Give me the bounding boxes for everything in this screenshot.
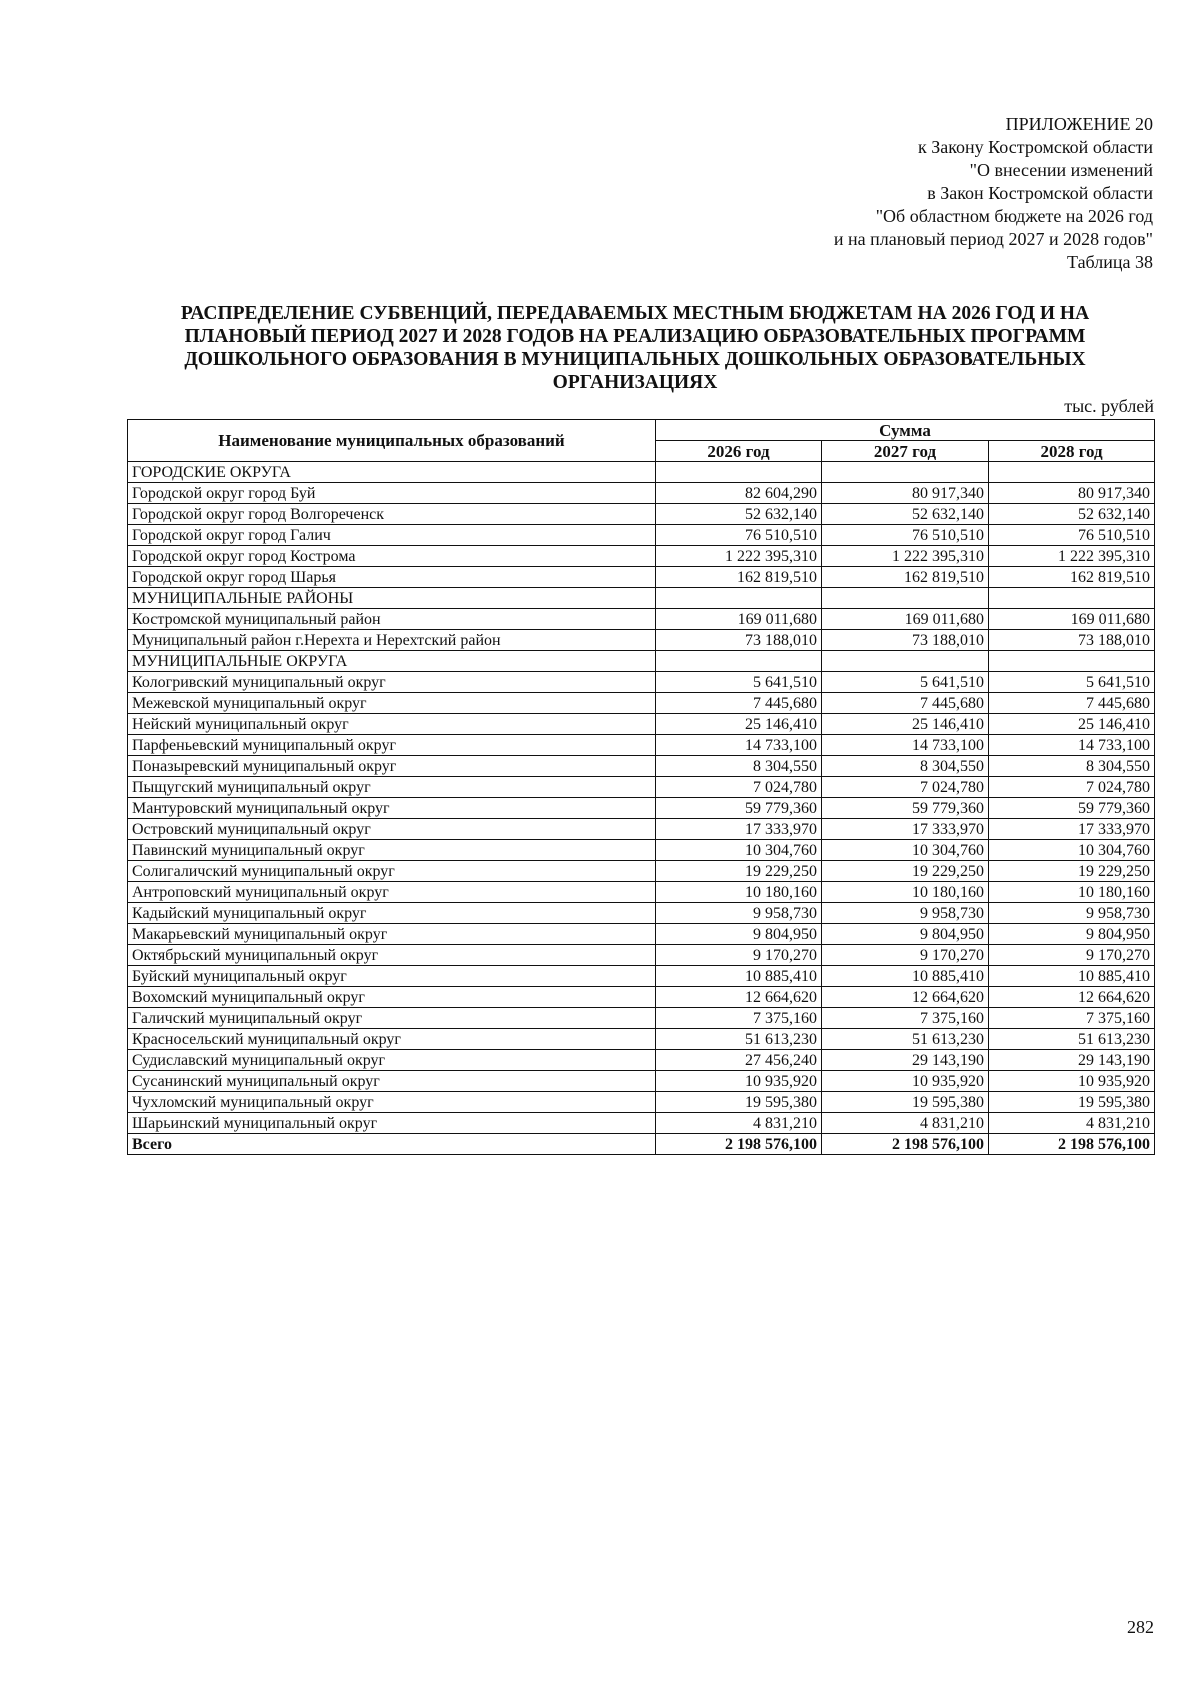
amount-2028: 7 445,680 — [989, 693, 1155, 714]
amount-2027: 51 613,230 — [822, 1029, 989, 1050]
column-header-sum: Сумма — [656, 420, 1155, 441]
amount-2027 — [822, 588, 989, 609]
amount-2026: 27 456,240 — [656, 1050, 822, 1071]
amount-2027: 8 304,550 — [822, 756, 989, 777]
table-row — [128, 924, 1155, 945]
amount-2026: 7 375,160 — [656, 1008, 822, 1029]
amount-2028: 12 664,620 — [989, 987, 1155, 1008]
amount-2027: 25 146,410 — [822, 714, 989, 735]
amount-2026: 7 024,780 — [656, 777, 822, 798]
amount-2026: 9 170,270 — [656, 945, 822, 966]
municipality-name: Судиславский муниципальный округ — [128, 1050, 656, 1071]
table-row — [128, 1029, 1155, 1050]
amount-2026: 73 188,010 — [656, 630, 822, 651]
amount-2027: 2 198 576,100 — [822, 1134, 989, 1155]
municipality-name: Пыщугский муниципальный округ — [128, 777, 656, 798]
amount-2026: 10 885,410 — [656, 966, 822, 987]
column-header-name: Наименование муниципальных образований — [128, 420, 656, 462]
amount-2027: 9 170,270 — [822, 945, 989, 966]
table-row — [128, 1092, 1155, 1113]
table-row — [128, 819, 1155, 840]
municipality-name: Шарьинский муниципальный округ — [128, 1113, 656, 1134]
amount-2026: 2 198 576,100 — [656, 1134, 822, 1155]
amount-2028: 17 333,970 — [989, 819, 1155, 840]
appendix-line: в Закон Костромской области — [927, 183, 1153, 203]
amount-2027: 7 445,680 — [822, 693, 989, 714]
amount-2026: 59 779,360 — [656, 798, 822, 819]
municipality-name: Кадыйский муниципальный округ — [128, 903, 656, 924]
amount-2026: 162 819,510 — [656, 567, 822, 588]
amount-2028: 10 885,410 — [989, 966, 1155, 987]
municipality-name: Нейский муниципальный округ — [128, 714, 656, 735]
amount-2028: 52 632,140 — [989, 504, 1155, 525]
amount-2028: 9 958,730 — [989, 903, 1155, 924]
amount-2027: 52 632,140 — [822, 504, 989, 525]
amount-2028: 10 304,760 — [989, 840, 1155, 861]
table-row — [128, 756, 1155, 777]
municipality-name: Межевской муниципальный округ — [128, 693, 656, 714]
amount-2027: 169 011,680 — [822, 609, 989, 630]
column-header-2026: 2026 год — [656, 441, 822, 462]
municipality-name: Островский муниципальный округ — [128, 819, 656, 840]
amount-2028: 7 375,160 — [989, 1008, 1155, 1029]
document-title — [140, 302, 1130, 394]
amount-2026: 12 664,620 — [656, 987, 822, 1008]
table-row — [128, 1008, 1155, 1029]
amount-2026 — [656, 462, 822, 483]
amount-2027: 73 188,010 — [822, 630, 989, 651]
title-line: ДОШКОЛЬНОГО ОБРАЗОВАНИЯ В МУНИЦИПАЛЬНЫХ ДОШКОЛЬНЫХ ОБРАЗОВАТЕЛЬНЫХ — [184, 349, 1086, 370]
appendix-line: и на плановый период 2027 и 2028 годов" — [833, 229, 1153, 249]
municipality-name: Павинский муниципальный округ — [128, 840, 656, 861]
table-row — [128, 483, 1155, 504]
section-row — [128, 462, 1155, 483]
section-name: МУНИЦИПАЛЬНЫЕ ОКРУГА — [128, 651, 656, 672]
table-row — [128, 1050, 1155, 1071]
amount-2027: 19 595,380 — [822, 1092, 989, 1113]
table-row — [128, 714, 1155, 735]
amount-2028: 10 935,920 — [989, 1071, 1155, 1092]
amount-2028: 1 222 395,310 — [989, 546, 1155, 567]
amount-2028: 9 804,950 — [989, 924, 1155, 945]
municipality-name: Красносельский муниципальный округ — [128, 1029, 656, 1050]
municipality-name: Солигаличский муниципальный округ — [128, 861, 656, 882]
amount-2026: 1 222 395,310 — [656, 546, 822, 567]
amount-2028: 4 831,210 — [989, 1113, 1155, 1134]
amount-2026 — [656, 651, 822, 672]
amount-2027: 29 143,190 — [822, 1050, 989, 1071]
table-row — [128, 840, 1155, 861]
amount-2028: 29 143,190 — [989, 1050, 1155, 1071]
amount-2026: 169 011,680 — [656, 609, 822, 630]
municipality-name: Антроповский муниципальный округ — [128, 882, 656, 903]
municipality-name: Городской округ город Кострома — [128, 546, 656, 567]
municipality-name: Городской округ город Шарья — [128, 567, 656, 588]
amount-2027: 9 958,730 — [822, 903, 989, 924]
appendix-line: ПРИЛОЖЕНИЕ 20 — [1005, 114, 1153, 134]
table-row — [128, 882, 1155, 903]
table-row — [128, 609, 1155, 630]
column-header-2028: 2028 год — [989, 441, 1155, 462]
table-row — [128, 735, 1155, 756]
amount-2028: 8 304,550 — [989, 756, 1155, 777]
amount-2026: 9 958,730 — [656, 903, 822, 924]
appendix-line: "О внесении изменений — [969, 160, 1153, 180]
amount-2026: 14 733,100 — [656, 735, 822, 756]
section-row — [128, 651, 1155, 672]
amount-2028: 80 917,340 — [989, 483, 1155, 504]
amount-2027: 19 229,250 — [822, 861, 989, 882]
column-header-2027: 2027 год — [822, 441, 989, 462]
amount-2028: 59 779,360 — [989, 798, 1155, 819]
amount-2026 — [656, 588, 822, 609]
section-name: ГОРОДСКИЕ ОКРУГА — [128, 462, 656, 483]
appendix-line: "Об областном бюджете на 2026 год — [875, 206, 1153, 226]
table-row — [128, 1113, 1155, 1134]
amount-2026: 7 445,680 — [656, 693, 822, 714]
table-row — [128, 567, 1155, 588]
amount-2027: 17 333,970 — [822, 819, 989, 840]
amount-2028: 162 819,510 — [989, 567, 1155, 588]
amount-2026: 10 304,760 — [656, 840, 822, 861]
municipality-name: Сусанинский муниципальный округ — [128, 1071, 656, 1092]
amount-2028: 73 188,010 — [989, 630, 1155, 651]
amount-2028: 169 011,680 — [989, 609, 1155, 630]
municipality-name: Парфеньевский муниципальный округ — [128, 735, 656, 756]
amount-2027: 12 664,620 — [822, 987, 989, 1008]
amount-2028 — [989, 588, 1155, 609]
table-row — [128, 693, 1155, 714]
amount-2027 — [822, 651, 989, 672]
table-row — [128, 987, 1155, 1008]
municipality-name: Муниципальный район г.Нерехта и Нерехтский район — [128, 630, 656, 651]
amount-2026: 5 641,510 — [656, 672, 822, 693]
title-line: ОРГАНИЗАЦИЯХ — [552, 372, 718, 393]
amount-2027: 7 375,160 — [822, 1008, 989, 1029]
amount-2027: 7 024,780 — [822, 777, 989, 798]
municipality-name: Галичский муниципальный округ — [128, 1008, 656, 1029]
appendix-header — [633, 113, 1153, 274]
amount-2028: 51 613,230 — [989, 1029, 1155, 1050]
amount-2026: 76 510,510 — [656, 525, 822, 546]
amount-2028: 19 595,380 — [989, 1092, 1155, 1113]
table-row — [128, 525, 1155, 546]
table-row — [128, 672, 1155, 693]
amount-2027: 10 304,760 — [822, 840, 989, 861]
amount-2028 — [989, 462, 1155, 483]
amount-2027: 10 885,410 — [822, 966, 989, 987]
municipality-name: Вохомский муниципальный округ — [128, 987, 656, 1008]
municipality-name: Мантуровский муниципальный округ — [128, 798, 656, 819]
municipality-name: Городской округ город Волгореченск — [128, 504, 656, 525]
table-row — [128, 903, 1155, 924]
amount-2028: 2 198 576,100 — [989, 1134, 1155, 1155]
amount-2027: 1 222 395,310 — [822, 546, 989, 567]
amount-2027: 59 779,360 — [822, 798, 989, 819]
title-line: РАСПРЕДЕЛЕНИЕ СУБВЕНЦИЙ, ПЕРЕДАВАЕМЫХ МЕСТНЫМ БЮДЖЕТАМ НА 2026 ГОД И НА — [180, 303, 1090, 324]
amount-2027: 5 641,510 — [822, 672, 989, 693]
amount-2027: 10 935,920 — [822, 1071, 989, 1092]
appendix-line: к Закону Костромской области — [917, 137, 1153, 157]
amount-2028: 9 170,270 — [989, 945, 1155, 966]
municipality-name: Городской округ город Галич — [128, 525, 656, 546]
amount-2028 — [989, 651, 1155, 672]
amount-2026: 25 146,410 — [656, 714, 822, 735]
amount-2027: 80 917,340 — [822, 483, 989, 504]
appendix-line: Таблица 38 — [1067, 252, 1153, 272]
municipality-name: Чухломский муниципальный округ — [128, 1092, 656, 1113]
table-row — [128, 546, 1155, 567]
amount-2028: 10 180,160 — [989, 882, 1155, 903]
table-row — [128, 630, 1155, 651]
amount-2026: 4 831,210 — [656, 1113, 822, 1134]
page-number: 282 — [1127, 1617, 1154, 1637]
amount-2027 — [822, 462, 989, 483]
amount-2026: 9 804,950 — [656, 924, 822, 945]
municipality-name: Кологривский муниципальный округ — [128, 672, 656, 693]
units-label: тыс. рублей — [1064, 396, 1154, 416]
table-row — [128, 504, 1155, 525]
amount-2026: 51 613,230 — [656, 1029, 822, 1050]
amount-2028: 25 146,410 — [989, 714, 1155, 735]
municipality-name: Всего — [128, 1134, 656, 1155]
table-row — [128, 777, 1155, 798]
amount-2028: 19 229,250 — [989, 861, 1155, 882]
amount-2026: 10 180,160 — [656, 882, 822, 903]
municipality-name: Поназыревский муниципальный округ — [128, 756, 656, 777]
amount-2028: 7 024,780 — [989, 777, 1155, 798]
total-row — [128, 1134, 1155, 1155]
table-row — [128, 945, 1155, 966]
amount-2026: 19 595,380 — [656, 1092, 822, 1113]
table-row — [128, 1071, 1155, 1092]
amount-2027: 9 804,950 — [822, 924, 989, 945]
table-row — [128, 798, 1155, 819]
amount-2027: 10 180,160 — [822, 882, 989, 903]
amount-2027: 14 733,100 — [822, 735, 989, 756]
amount-2026: 82 604,290 — [656, 483, 822, 504]
amount-2026: 17 333,970 — [656, 819, 822, 840]
table-row — [128, 966, 1155, 987]
table-row — [128, 861, 1155, 882]
section-name: МУНИЦИПАЛЬНЫЕ РАЙОНЫ — [128, 588, 656, 609]
municipality-name: Макарьевский муниципальный округ — [128, 924, 656, 945]
section-row — [128, 588, 1155, 609]
municipality-name: Костромской муниципальный район — [128, 609, 656, 630]
amount-2026: 52 632,140 — [656, 504, 822, 525]
amount-2028: 76 510,510 — [989, 525, 1155, 546]
amount-2028: 5 641,510 — [989, 672, 1155, 693]
amount-2028: 14 733,100 — [989, 735, 1155, 756]
municipality-name: Буйский муниципальный округ — [128, 966, 656, 987]
subventions-table — [127, 419, 1155, 1155]
table-body — [128, 462, 1155, 1155]
amount-2026: 19 229,250 — [656, 861, 822, 882]
amount-2027: 76 510,510 — [822, 525, 989, 546]
amount-2027: 4 831,210 — [822, 1113, 989, 1134]
amount-2026: 10 935,920 — [656, 1071, 822, 1092]
municipality-name: Октябрьский муниципальный округ — [128, 945, 656, 966]
amount-2027: 162 819,510 — [822, 567, 989, 588]
title-line: ПЛАНОВЫЙ ПЕРИОД 2027 И 2028 ГОДОВ НА РЕАЛИЗАЦИЮ ОБРАЗОВАТЕЛЬНЫХ ПРОГРАММ — [184, 326, 1086, 347]
amount-2026: 8 304,550 — [656, 756, 822, 777]
municipality-name: Городской округ город Буй — [128, 483, 656, 504]
